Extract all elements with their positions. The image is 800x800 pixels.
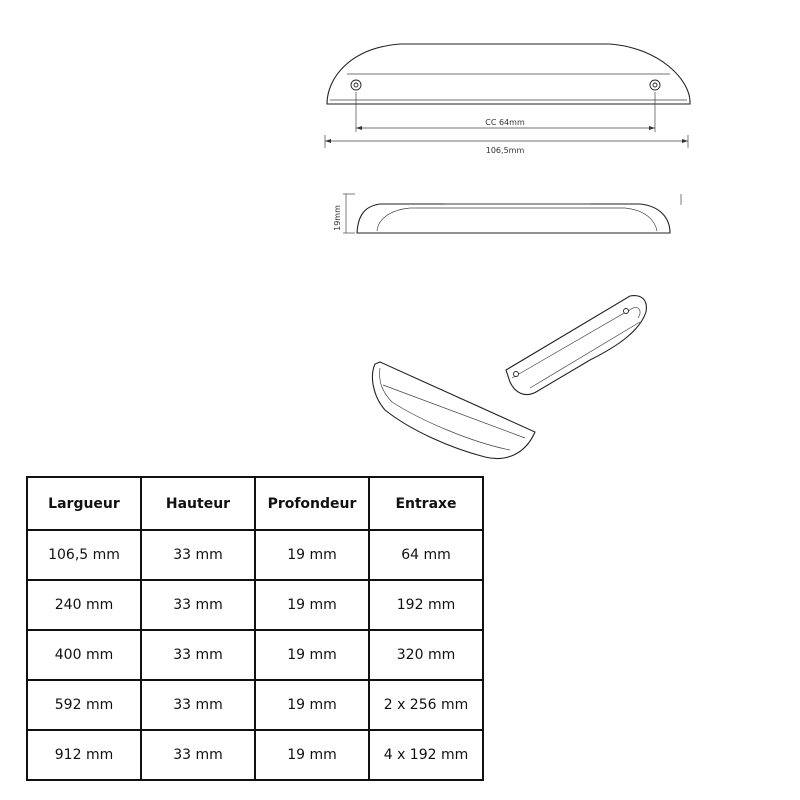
width-arrow-left (325, 139, 331, 143)
cell-profondeur: 19 mm (255, 580, 369, 630)
cell-largeur: 912 mm (27, 730, 141, 780)
front-view-drawing (325, 44, 690, 155)
cell-entraxe: 2 x 256 mm (369, 680, 483, 730)
header-hauteur: Hauteur (141, 477, 255, 530)
table-row (27, 680, 483, 730)
cell-entraxe: 192 mm (369, 580, 483, 630)
cell-hauteur: 33 mm (141, 530, 255, 580)
width-arrow-right (682, 139, 688, 143)
cell-largeur: 240 mm (27, 580, 141, 630)
cell-largeur: 592 mm (27, 680, 141, 730)
side-view-drawing (333, 194, 681, 233)
table-row (27, 530, 483, 580)
handle-perspective-small-inner (512, 308, 640, 378)
screw-hole-left-inner (354, 83, 358, 87)
handle-perspective-large-inner (380, 368, 511, 450)
cell-hauteur: 33 mm (141, 580, 255, 630)
cell-profondeur: 19 mm (255, 630, 369, 680)
perspective-view-small (506, 296, 646, 395)
perspective-small-hole-left (514, 372, 519, 377)
table-row (27, 730, 483, 780)
cc-arrow-right (649, 126, 655, 130)
cell-profondeur: 19 mm (255, 730, 369, 780)
table-row (27, 580, 483, 630)
handle-side-inner-curve (377, 208, 657, 231)
cell-hauteur: 33 mm (141, 630, 255, 680)
cell-largeur: 400 mm (27, 630, 141, 680)
dimension-width-label: 106,5mm (485, 146, 525, 155)
cell-profondeur: 19 mm (255, 680, 369, 730)
table-row (27, 630, 483, 680)
header-profondeur: Profondeur (255, 477, 369, 530)
handle-perspective-small-edge (530, 322, 640, 388)
perspective-view-large (372, 362, 535, 459)
cell-entraxe: 64 mm (369, 530, 483, 580)
header-largeur: Largueur (27, 477, 141, 530)
cell-hauteur: 33 mm (141, 680, 255, 730)
cc-arrow-left (356, 126, 362, 130)
dimension-height-label: 19mm (333, 205, 342, 231)
header-entraxe: Entraxe (369, 477, 483, 530)
specifications-table (26, 476, 484, 781)
handle-perspective-large-edge (383, 385, 525, 438)
dimension-cc-label: CC 64mm (485, 118, 525, 127)
cell-entraxe: 4 x 192 mm (369, 730, 483, 780)
cell-largeur: 106,5 mm (27, 530, 141, 580)
perspective-small-hole-right (624, 309, 629, 314)
handle-perspective-large-outline (372, 362, 535, 459)
screw-hole-right-inner (653, 83, 657, 87)
cell-hauteur: 33 mm (141, 730, 255, 780)
table-header-row (27, 477, 483, 530)
cell-entraxe: 320 mm (369, 630, 483, 680)
cell-profondeur: 19 mm (255, 530, 369, 580)
